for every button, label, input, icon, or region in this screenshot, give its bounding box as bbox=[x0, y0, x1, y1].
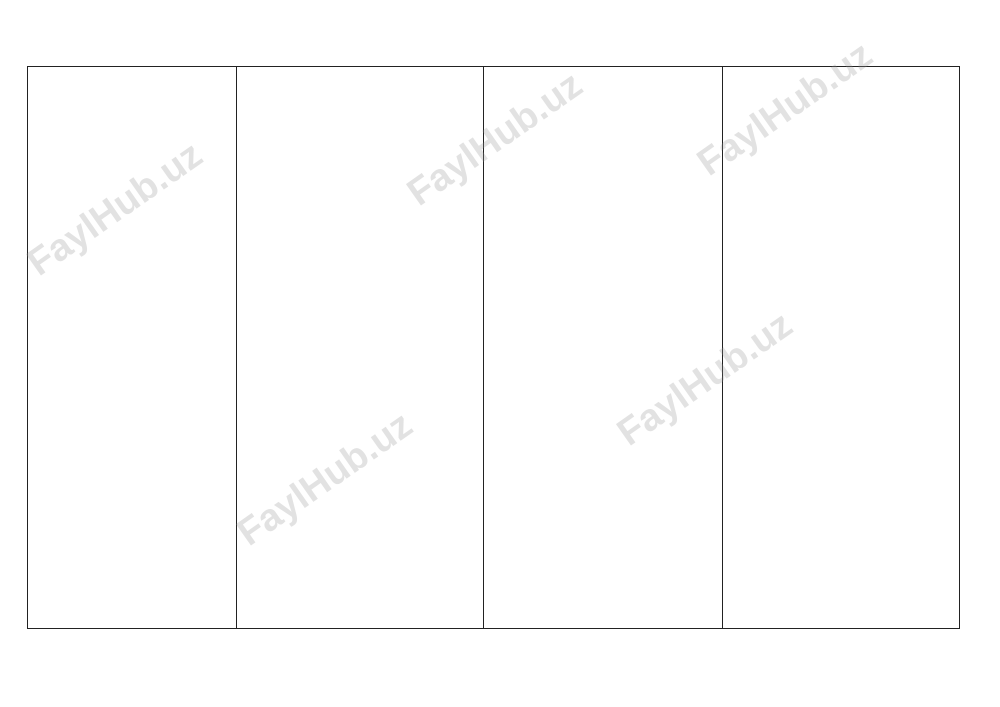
watermark: FaylHub.uz bbox=[610, 303, 801, 455]
column-empty bbox=[237, 67, 484, 629]
question-table bbox=[27, 63, 960, 629]
column-questions-karakalpak bbox=[723, 67, 960, 629]
watermark: FaylHub.uz bbox=[230, 403, 421, 555]
column-questions-uzbek-latin bbox=[484, 67, 723, 629]
watermark: FaylHub.uz bbox=[20, 133, 211, 285]
watermark: FaylHub.uz bbox=[690, 33, 881, 185]
column-questions-russian bbox=[28, 67, 237, 629]
watermark: FaylHub.uz bbox=[400, 63, 591, 215]
